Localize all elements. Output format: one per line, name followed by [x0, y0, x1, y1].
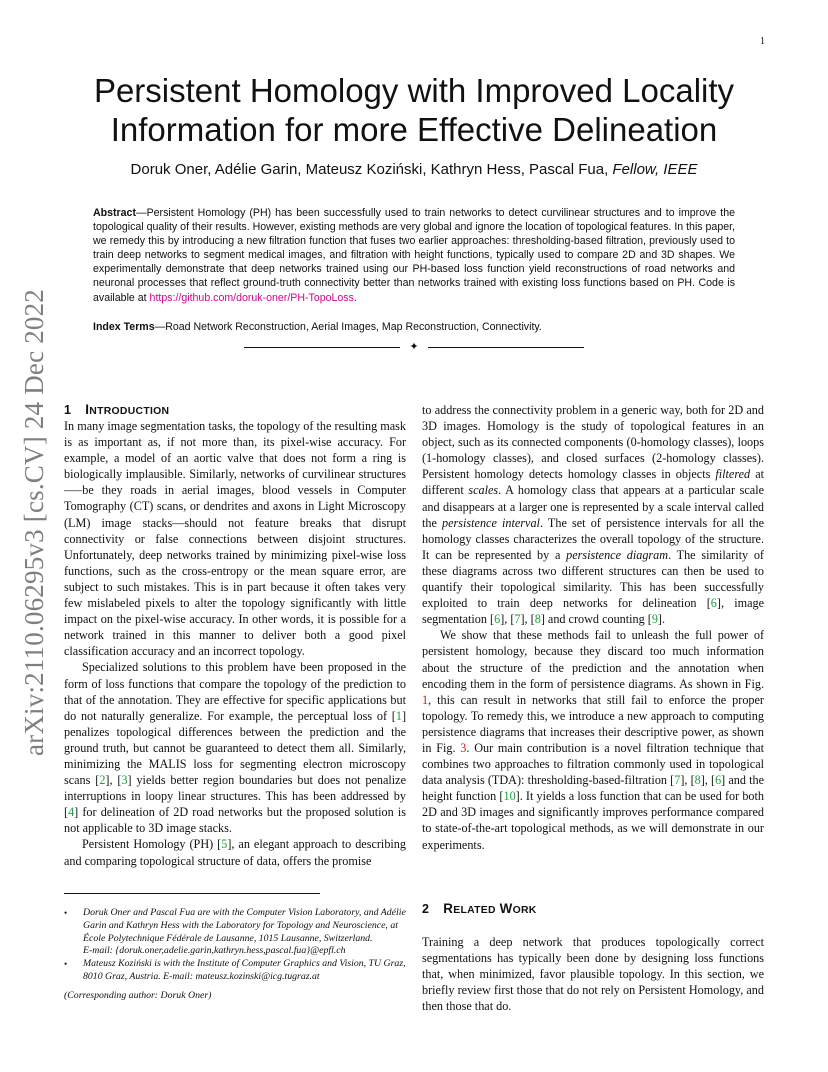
abstract-label: Abstract [93, 207, 136, 219]
related-paragraph-1: Training a deep network that produces topologically correct segmentations has typically been done by designing loss functions that, when minimized, favor plausible topology. In this section, we briefly review first those that do not rely on Persistent Homology, and then those that do. [422, 935, 764, 1014]
corresponding-author-note: (Corresponding author: Doruk Oner) [64, 989, 212, 1001]
divider-rule-left [244, 347, 400, 348]
author-fellow-note: Fellow, IEEE [612, 161, 698, 178]
bullet-icon: • [64, 908, 68, 918]
intro-paragraph-continued: to address the connectivity problem in a generic way, both for 2D and 3D images. Homology is the study of topological features in an object, such as its connected components (0-homology classes), loops (1-homology classes), and closed surfaces (2-homology classes). Persistent homology detects homology classes in objects filtered at different scales. A homology class that appears at a particular scale and disappears at a larger one is represented by a scale interval called the persistence interval. The set of persistence intervals for all the homology classes characterizes the overall topology of the structure. It can be represented by a persistence diagram. The similarity of these diagrams across two different structures can then be used to quantify their topological similarity. This has been successfully exploited to train deep networks for delineation [6], image segmentation [6], [7], [8] and crowd counting [9]. [422, 403, 765, 627]
author-list [60, 161, 768, 178]
section-heading-related-work [422, 901, 537, 916]
code-link[interactable]: https://github.com/doruk-oner/PH-TopoLoss [149, 291, 354, 304]
abstract [93, 206, 735, 305]
section-number: 2 [422, 902, 430, 916]
citation-link[interactable]: 7 [514, 612, 521, 627]
footnote-affiliation-2 [64, 958, 406, 984]
page-number: 1 [760, 36, 765, 47]
index-terms [93, 320, 735, 334]
intro-paragraph-1: In many image segmentation tasks, the topology of the resulting mask is as important as, if not more than, its pixel-wise accuracy. For example, a model of an aortic valve that does not form a ring is biologically implausible. Similarly, networks of curvilinear structures—–be they roads in aerial images, blood vessels in Computer Tomography (CT) scans, or dendrites and axons in Light Microscopy (LM) image stacks—should not feature breaks that disrupt connectivity or false connections between disjoint structures. Unfortunately, deep networks trained by minimizing pixel-wise loss functions, such as the cross-entropy or the mean square error, are subject to such mistakes. This is in part because it often takes very few mislabeled pixels to alter the topology significantly with little impact on the pixel-wise accuracy. In other words, it is possible for a network trained in this manner to deliver both a good pixel classification accuracy and an incorrect topology. [64, 419, 406, 659]
arxiv-identifier-stamp [20, 282, 50, 762]
footnote-separator [64, 893, 320, 894]
citation-link[interactable]: 10 [503, 789, 516, 804]
citation-link[interactable]: 8 [534, 612, 541, 627]
citation-link[interactable]: 2 [99, 773, 106, 788]
section-number: 1 [64, 403, 72, 417]
citation-link[interactable]: 8 [694, 773, 701, 788]
intro-paragraph-contribution: We show that these methods fail to unleash the full power of persistent homology, because they discard too much information about the structure of the prediction and the annotation when encoding them in the form of persistence diagrams. As shown in Fig. 1, this can result in networks that still fail to enforce the proper topology. To remedy this, we introduce a new approach to computing persistence diagrams that increases their descriptive power, as shown in Fig. 3. Our main contribution is a novel filtration technique that combines two approaches to filtration commonly used in topological data analysis (TDA): thresholding-based-filtration [7], [8], [6] and the height function [10]. It yields a loss function that can be used for both 2D and 3D images and significantly improves performance compared to state-of-the-art topological methods, as we will demonstrate in our experiments. [422, 628, 765, 852]
left-column [64, 418, 406, 869]
bullet-icon: • [64, 959, 68, 970]
abstract-end: . [353, 291, 357, 304]
citation-link[interactable]: 6 [715, 773, 722, 788]
paper-title [60, 71, 768, 149]
section-divider [244, 338, 584, 356]
title-line-1: Persistent Homology with Improved Locality [93, 72, 735, 109]
section-title-rest: NTRODUCTION [89, 406, 170, 417]
related-work-body [422, 934, 764, 1014]
arxiv-identifier-text: arXiv:2110.06295v3 [cs.CV] 24 Dec 2022 [19, 288, 50, 756]
author-names: Doruk Oner, Adélie Garin, Mateusz Koziński, Kathryn Hess, Pascal Fua, [130, 161, 609, 178]
footnote-text: Mateusz Koziński is with the Institute of Computer Graphics and Vision, TU Graz, 8010 Graz, Austria. E-mail: mateusz.kozinski@icg.tugraz.at [83, 958, 406, 982]
footnote-text: Doruk Oner and Pascal Fua are with the Computer Vision Laboratory, and Adélie Garin and Kathryn Hess with the Laboratory for Topology and Neuroscience, at École Polytechnique Fédérale de Lausanne, 1015 Lausanne, Switzerland. [83, 907, 406, 944]
citation-link[interactable]: 5 [221, 837, 228, 852]
intro-paragraph-3: Persistent Homology (PH) [5], an elegant approach to describing and comparing topological structure of data, offers the promise [64, 837, 406, 868]
section-title-rest: ORK [512, 905, 537, 916]
figure-link[interactable]: 3 [460, 740, 467, 755]
citation-link[interactable]: 4 [68, 805, 75, 820]
section-title-initial: W [499, 901, 513, 916]
section-heading-introduction [64, 402, 169, 417]
figure-link[interactable]: 1 [422, 692, 429, 707]
citation-link[interactable]: 6 [494, 612, 501, 627]
citation-link[interactable]: 6 [710, 596, 717, 611]
footnote-affiliation-1 [64, 907, 406, 958]
abstract-text: —Persistent Homology (PH) has been successfully used to train networks to detect curvilinear structures and to improve the topological quality of their results. However, existing methods are very global and ignore the location of topological features. In this paper, we remedy this by introducing a new filtration function that fuses two earlier approaches: thresholding-based filtration, previously used to train deep networks to segment medical images, and filtration with height functions, typically used to compare 2D and 3D shapes. We experimentally demonstrate that deep networks trained using our PH-based loss function yield reconstructions of road networks and neuronal processes that reflect ground-truth connectivity better than networks trained with existing loss functions based on PH. Code is available at [93, 207, 735, 304]
citation-link[interactable]: 9 [651, 612, 658, 627]
index-terms-text: —Road Network Reconstruction, Aerial Images, Map Reconstruction, Connectivity. [154, 321, 542, 333]
citation-link[interactable]: 1 [395, 708, 402, 723]
section-title-rest: ELATED [453, 905, 496, 916]
section-title-initial: R [443, 901, 454, 916]
right-column [422, 402, 764, 853]
index-terms-label: Index Terms [93, 321, 155, 333]
divider-ornament: ✦ [409, 341, 419, 353]
divider-rule-right [428, 347, 584, 348]
citation-link[interactable]: 3 [121, 773, 128, 788]
title-line-2: Information for more Effective Delineation [110, 111, 718, 148]
footnote-email: E-mail: {doruk.oner,adelie.garin,kathryn.hess,pascal.fua}@epfl.ch [83, 945, 346, 957]
section-title-initial: I [85, 402, 90, 417]
footnotes [64, 907, 406, 1003]
intro-paragraph-2: Specialized solutions to this problem have been proposed in the form of loss functions that compare the topology of the prediction to that of the annotation. They are effective for specific applications but do not naturally generalize. For example, the perceptual loss of [1] penalizes topological differences between the prediction and the ground truth, but cannot be guaranteed to detect them all. Similarly, minimizing the MALIS loss for segmenting electron microscopy scans [2], [3] yields better region boundaries but does not penalize interruptions in loopy linear structures. This has been addressed by [4] for delineation of 2D road networks but the proposed solution is not applicable to 3D image stacks. [64, 660, 407, 836]
citation-link[interactable]: 7 [674, 773, 681, 788]
